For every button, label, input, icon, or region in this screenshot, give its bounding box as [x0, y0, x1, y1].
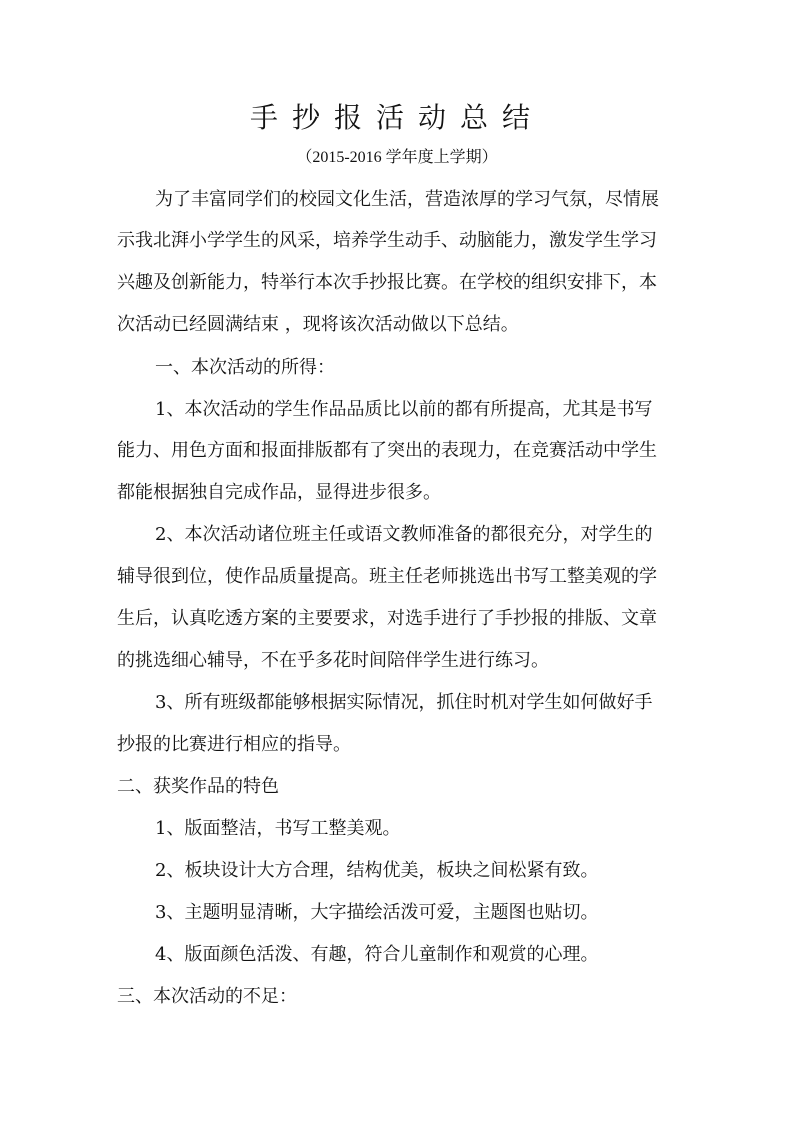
list-item: 1、版面整洁，书写工整美观。 [155, 818, 401, 839]
body-line: 的挑选细心辅导，不在乎多花时间陪伴学生进行练习。 [117, 650, 549, 671]
section-heading: 一、本次活动的所得： [155, 357, 335, 378]
body-line: 生后，认真吃透方案的主要要求，对选手进行了手抄报的排版、文章 [117, 608, 657, 629]
list-item: 4、版面颜色活泼、有趣，符合儿童制作和观赏的心理。 [155, 944, 599, 965]
body-line: 2、本次活动诸位班主任或语文教师准备的都很充分，对学生的 [155, 524, 653, 545]
section-heading: 三、本次活动的不足： [117, 986, 297, 1007]
body-line: 兴趣及创新能力，特举行本次手抄报比赛。在学校的组织安排下，本 [117, 272, 657, 293]
body-line: 次活动已经圆满结束 ，现将该次活动做以下总结。 [117, 314, 519, 335]
body-line: 能力、用色方面和报面排版都有了突出的表现力，在竞赛活动中学生 [117, 440, 657, 461]
body-line: 辅导很到位，使作品质量提高。班主任老师挑选出书写工整美观的学 [117, 566, 657, 587]
section-heading: 二、获奖作品的特色 [117, 776, 279, 797]
document-title: 手抄报活动总结 [249, 101, 544, 134]
body-line: 都能根据独自完成作品，显得进步很多。 [117, 482, 441, 503]
body-line: 抄报的比赛进行相应的指导。 [117, 734, 351, 755]
list-item: 3、主题明显清晰，大字描绘活泼可爱，主题图也贴切。 [155, 902, 599, 923]
list-item: 2、板块设计大方合理，结构优美，板块之间松紧有致。 [155, 860, 599, 881]
document-subtitle: （2015-2016 学年度上学期） [296, 149, 498, 166]
body-line: 示我北湃小学学生的风采，培养学生动手、动脑能力，激发学生学习 [117, 230, 657, 251]
body-line: 1、本次活动的学生作品品质比以前的都有所提高，尤其是书写 [155, 399, 653, 420]
body-line: 3、所有班级都能够根据实际情况，抓住时机对学生如何做好手 [155, 692, 653, 713]
body-line: 为了丰富同学们的校园文化生活，营造浓厚的学习气氛，尽情展 [155, 189, 659, 210]
